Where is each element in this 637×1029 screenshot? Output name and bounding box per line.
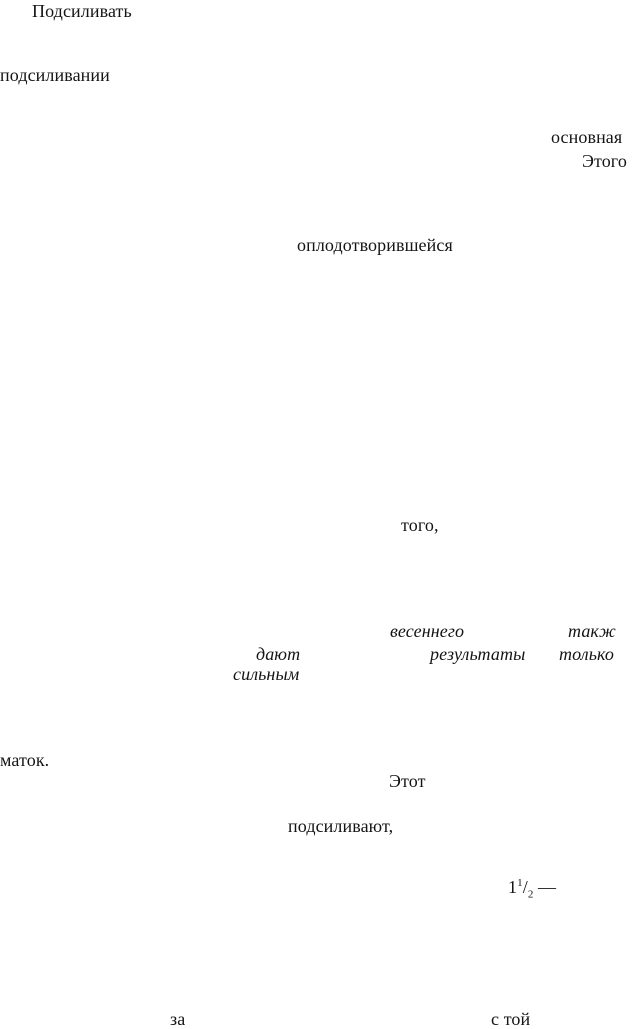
word-rezultaty: результаты [430,644,526,664]
word-vesennego: весеннего [390,621,465,641]
word-takzh: такж [568,621,616,641]
word-podsilivayut: подсиливают, [288,816,394,836]
fraction-denominator: 2 [527,888,534,901]
em-dash: — [538,877,557,897]
word-matok: маток. [0,750,50,770]
word-s-toy: с той [491,1009,531,1029]
word-etogo: Этого [582,151,627,171]
word-oplodotvorivsheysya: оплодотворившейся [297,235,453,255]
word-togo: того, [401,515,439,535]
word-podsilivanii: подсиливании [0,65,110,85]
word-za: за [170,1009,186,1029]
word-tolko: только [559,644,614,664]
fraction-numerator: 1 [517,877,523,889]
word-silnym: сильным [233,664,300,684]
word-etot: Этот [389,771,426,791]
fraction-one-and-half: $1^1/_2$ — [508,877,557,901]
word-podsilivat: Подсиливать [32,1,132,21]
fraction-whole: 1 [508,877,518,897]
word-dayut: дают [256,644,301,664]
word-osnovnaya: основная [551,127,623,147]
